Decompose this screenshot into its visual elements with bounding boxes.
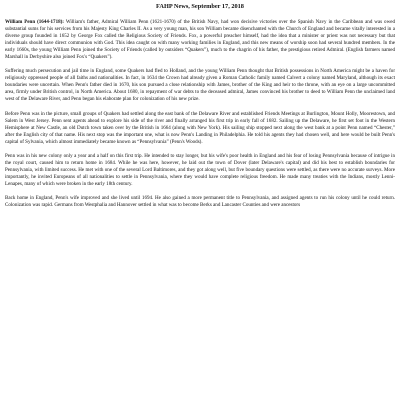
- paragraph-4: [5, 153, 395, 188]
- paragraph-1: [5, 19, 395, 61]
- paragraph-text: Before Penn was in the picture, small groups of Quakers had settled along the east bank of the Delaware River and established Friends Meetings at Burlington, Mount Holly, Moorestown, and Salem in West Jersey. Penn sent agents ahead to explore his side of the river and finally arranged his first trip in early fall of 1682. Sailing up the Delaware, he first set foot in the Western Hemisphere at New Castle, an old Dutch town taken over by the British in 1664 (along with New York). His sailing ship stopped next along the west bank at a point Penn named “Chester,” after the English city of that name. His next stop was the important one, what is now Penn's Landing in Philadelphia. He told his agents they had chosen well, and here would be built Penn's capital of Sylvania, which almost immediately became known as “Pennsylvania” (Penn's Woods).: [5, 110, 395, 145]
- paragraph-lead: William Penn (1644-1718):: [5, 19, 64, 25]
- paragraph-5: [5, 195, 395, 209]
- article-page: [5, 0, 395, 216]
- newsletter-header: FAHP News, September 17, 2018: [156, 3, 244, 10]
- paragraph-3: [5, 111, 395, 146]
- paragraph-text: Back home in England, Penn's wife improved and she lived until 1694. He also gained a more permanent title to Pennsylvania, and assigned agents to run his colony until he could return. Colonization was rapid. Germans from Westphalia and Hannover settled in what was to become Berks and Lancaster Counties and were ancestors: [5, 194, 395, 209]
- paragraph-2: [5, 68, 395, 103]
- paragraph-text: Suffering much persecution and jail time in England, some Quakers had fled to Holland, and the young William Penn thought that British possessions in North America might be a haven for religiously oppressed people of all faiths and nationalities. In fact, in 1634 the Crown had already given a Roman Catholic family named Calvert a colony named Maryland, although its exact boundaries were uncertain. When Penn's father died in 1670, his son pursued a close relationship with James, brother of the King and heir to the throne, with an eye on a large uncommitted area, firmly under British control, in North America. About 1680, in repayment of war debts to the deceased admiral, James convinced his brother to deed to William Penn the unclaimed land west of the Delaware River, and Penn began his elaborate plan for colonization of his new prize.: [5, 68, 395, 103]
- paragraph-text: William's father, Admiral William Penn (1621-1670) of the British Navy, had won decisive victories over the Spanish Navy in the Caribbean and was owed substantial sums for his services from his Majesty King Charles II. As a very young man, his son William became disenchanted with the Church of England and became vitally interested in a diverse group founded in 1652 by George Fox called the Religious Society of Friends. Fox, a powerful preacher himself, had the idea that a minister or priest was not necessary but that individuals should have direct communion with God. This idea caught on with many working families in England, and this new means of worship soon had several hundred members. In the early 1660s, the young William Penn joined the Society of Friends (called by outsiders “Quakers”), much to the chagrin of his father, the prestigious retired Admiral. (English farmers named Marshall in Derbyshire also joined Fox's “Quakers”).: [5, 19, 395, 61]
- paragraph-text: Penn was in his new colony only a year and a half on this first trip. He intended to stay longer, but his wife's poor health in England and his fear of losing Pennsylvania because of intrigue in the royal court, caused him to return home in 1684. While he was here, however, he laid out the town of Dover (later Delaware's capital) and did his best to establish boundaries for Pennsylvania, with limited success. He met with one of the several Lord Baltimores, and they got along well, but five boundary questions were settled, as there were no accurate surveys. More importantly, he invited Europeans of all nationalities to settle in Pennsylvania, where they would have complete religious freedom. He made many treaties with the Indians, mostly Lenni-Lenapes, many of which were broken in the early 18th century.: [5, 152, 395, 187]
